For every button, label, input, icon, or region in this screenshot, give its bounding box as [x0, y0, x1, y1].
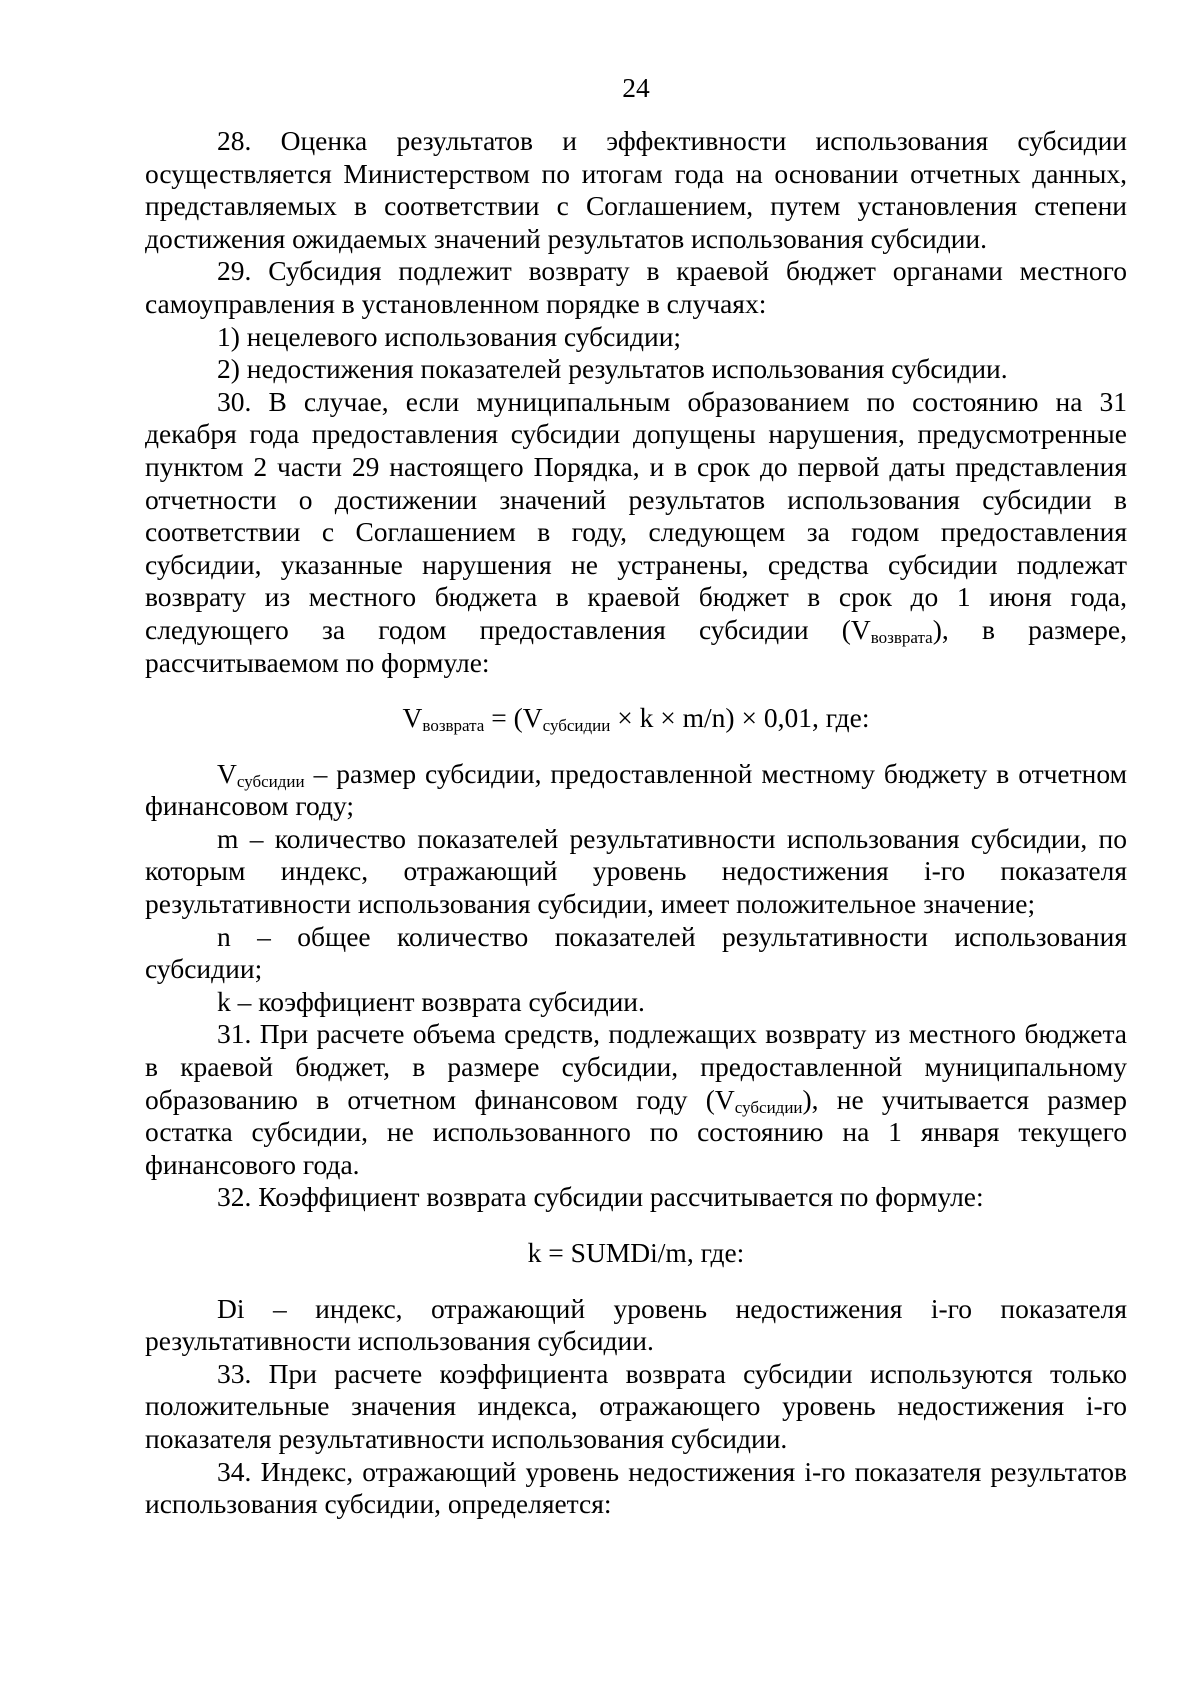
paragraph-34: 34. Индекс, отражающий уровень недостижения i-го показателя результатов использования субсидии, определяется: [145, 1455, 1127, 1520]
definition-v-subsidy [145, 758, 1127, 823]
paragraph-30-text: 30. В случае, если муниципальным образованием по состоянию на 31 декабря года предоставления субсидии допущены нарушения, предусмотренные пунктом 2 части 29 настоящего Порядка, и в срок до первой даты представления отчетности о достижении значений результатов использования субсидии в соответствии с Соглашением в году, следующем за годом предоставления субсидии, указанные нарушения не устранены, средства субсидии подлежат возврату из местного бюджета в краевой бюджет в срок до 1 июня года, следующего за годом предоставления субсидии (V [145, 385, 1127, 645]
formula-refund-eq-open: = (V [484, 702, 543, 734]
paragraph-31 [145, 1018, 1127, 1181]
formula-subsidy-v-subscript: субсидии [542, 716, 611, 736]
paragraph-29: 29. Субсидия подлежит возврату в краевой бюджет органами местного самоуправления в установленном порядке в случаях: [145, 255, 1127, 319]
paragraph-31-tail: ), не учитывается размер остатка субсидии, не использованного по состоянию на 1 января текущего финансового года. [145, 1083, 1127, 1180]
formula-refund-rest: × k × m/n) × 0,01, где: [610, 702, 870, 734]
definition-k: k – коэффициент возврата субсидии. [217, 985, 645, 1017]
paragraph-31-text: 31. При расчете объема средств, подлежащих возврату из местного бюджета в краевой бюджет, в размере субсидии, предоставленной муниципальному образованию в отчетном финансовом году (V [145, 1018, 1127, 1115]
paragraph-28: 28. Оценка результатов и эффективности использования субсидии осуществляется Министерством по итогам года на основании отчетных данных, представляемых в соответствии с Соглашением, путем установления степени достижения ожидаемых значений результатов использования субсидии. [145, 125, 1127, 254]
definition-v-subsidy-text: – размер субсидии, предоставленной местному бюджету в отчетном финансовом году; [145, 757, 1127, 822]
definition-v-subsidy-symbol: V [217, 757, 237, 789]
paragraph-29-item-1: 1) нецелевого использования субсидии; [217, 320, 682, 352]
formula-refund-v-subscript: возврата [422, 716, 485, 736]
definition-n: n – общее количество показателей результативности использования субсидии; [145, 920, 1127, 985]
paragraph-33: 33. При расчете коэффициента возврата субсидии используются только положительные значения индекса, отражающего уровень недостижения i-го показателя результативности использования субсидии. [145, 1357, 1127, 1454]
paragraph-30 [145, 386, 1127, 679]
paragraph-32: 32. Коэффициент возврата субсидии рассчитывается по формуле: [217, 1181, 984, 1213]
formula-refund-v: V [402, 702, 423, 734]
paragraph-30-tail: ), в размере, рассчитываемом по формуле: [145, 613, 1128, 678]
definition-m: m – количество показателей результативности использования субсидии, по которым индекс, отражающий уровень недостижения i-го показателя результативности использования субсидии, имеет положительное значение; [145, 822, 1127, 920]
formula-refund-volume [145, 702, 1127, 735]
definition-v-subsidy-subscript: субсидии [236, 771, 305, 791]
page-number: 24 [622, 72, 650, 103]
document-body [145, 125, 1127, 1521]
paragraph-29-item-2: 2) недостижения показателей результатов использования субсидии. [217, 353, 1008, 385]
definition-di: Di – индекс, отражающий уровень недостижения i-го показателя результативности использования субсидии. [145, 1292, 1127, 1357]
formula-coefficient: k = SUMDi/m, где: [527, 1237, 745, 1268]
paragraph-30-subscript: возврата [870, 627, 933, 647]
paragraph-31-subscript: субсидии [734, 1097, 803, 1117]
